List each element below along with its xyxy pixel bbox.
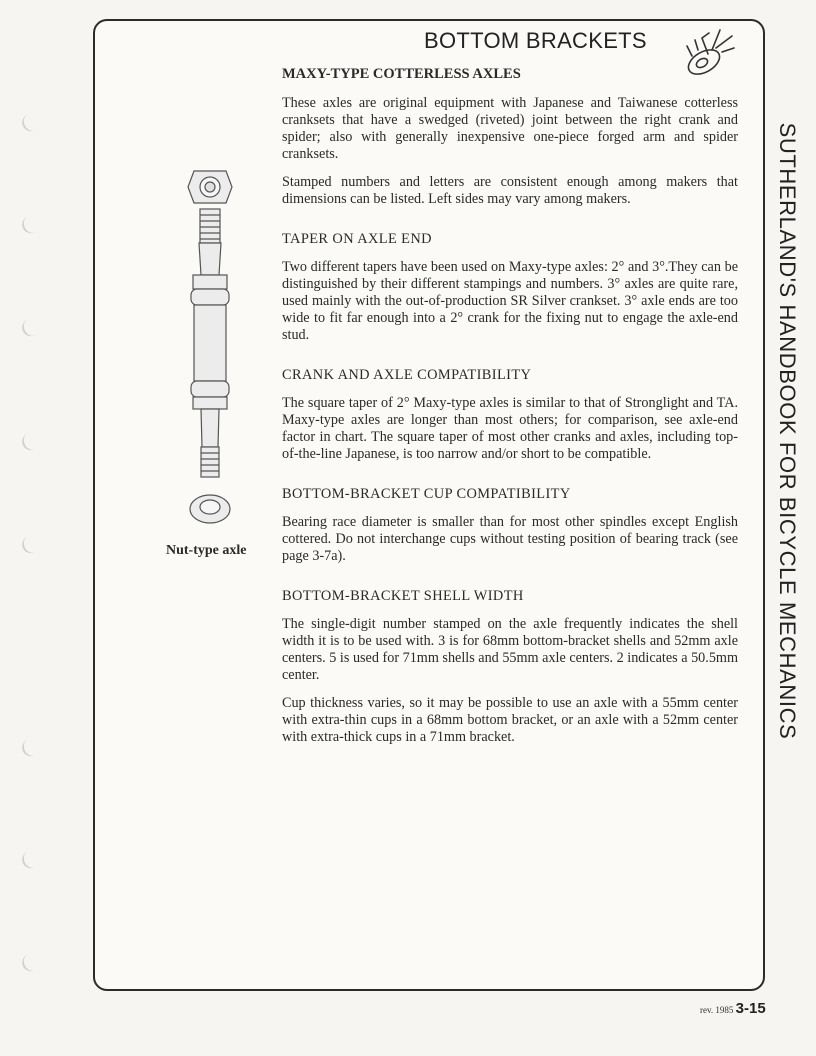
section-heading-cup-compatibility: BOTTOM-BRACKET CUP COMPATIBILITY (282, 486, 571, 502)
binder-hole (19, 532, 45, 557)
paragraph: The single-digit number stamped on the axle frequently indicates the shell width it is to be used with. 3 is for 68mm bottom-bracket shells and 52mm axle centers. 5 is used for 71mm shells and 55mm axle centers. 2 indicates a 50.5mm center. (282, 616, 738, 683)
binder-hole (19, 429, 45, 454)
section-heading-shell-width: BOTTOM-BRACKET SHELL WIDTH (282, 588, 524, 604)
paragraph: Stamped numbers and letters are consistent enough among makers that dimensions can be listed. Left sides may vary among makers. (282, 174, 738, 207)
paragraph: The square taper of 2° Maxy-type axles is similar to that of Stronglight and TA. Maxy-type axles are longer than most others; for comparison, see axle-end factor in chart. The square taper of most other cranks and axles, including top-of-the-line Japanese, is too narrow and/or short to be compatible. (282, 395, 738, 462)
main-content (282, 66, 738, 757)
binder-hole (19, 950, 45, 975)
binder-hole (19, 735, 45, 760)
binder-hole (19, 110, 45, 135)
section-heading-taper: TAPER ON AXLE END (282, 231, 432, 247)
binder-hole (19, 315, 45, 340)
page-title: BOTTOM BRACKETS (424, 28, 647, 53)
paragraph: These axles are original equipment with Japanese and Taiwanese cotterless cranksets that have a swedged (riveted) joint between the right crank and spider; also with generally inexpensive one-piece forged arm and spider cranksets. (282, 95, 738, 162)
section-heading-crank-compatibility: CRANK AND AXLE COMPATIBILITY (282, 367, 532, 383)
binder-hole (19, 847, 45, 872)
page-number: 3-15 (735, 1000, 766, 1017)
revision-label: rev. 1985 (700, 1005, 734, 1015)
binder-hole (19, 212, 45, 237)
paragraph: Bearing race diameter is smaller than for most other spindles except English cottered. Do not interchange cups without testing position of bearing track (see page 3-7a). (282, 514, 738, 564)
figure-caption: Nut-type axle (166, 543, 247, 558)
section-heading-maxy: MAXY-TYPE COTTERLESS AXLES (282, 66, 521, 82)
paragraph: Cup thickness varies, so it may be possible to use an axle with a 55mm center with extra-thin cups in a 68mm bottom bracket, or an axle with a 52mm center with extra-thick cups in a 71mm bracket. (282, 695, 738, 745)
page-footer (700, 1000, 766, 1017)
side-title: SUTHERLAND'S HANDBOOK FOR BICYCLE MECHANICS (775, 122, 800, 740)
paragraph: Two different tapers have been used on Maxy-type axles: 2° and 3°.They can be distinguished by their different stampings and numbers. 3° axles are quite rare, used mainly with the out-of-production SR Silver crankset. 3° axle ends are too wide to fit far enough into a 2° crank for the fixing nut to engage the axle-end stud. (282, 259, 738, 343)
nut-type-axle-icon (178, 165, 242, 533)
